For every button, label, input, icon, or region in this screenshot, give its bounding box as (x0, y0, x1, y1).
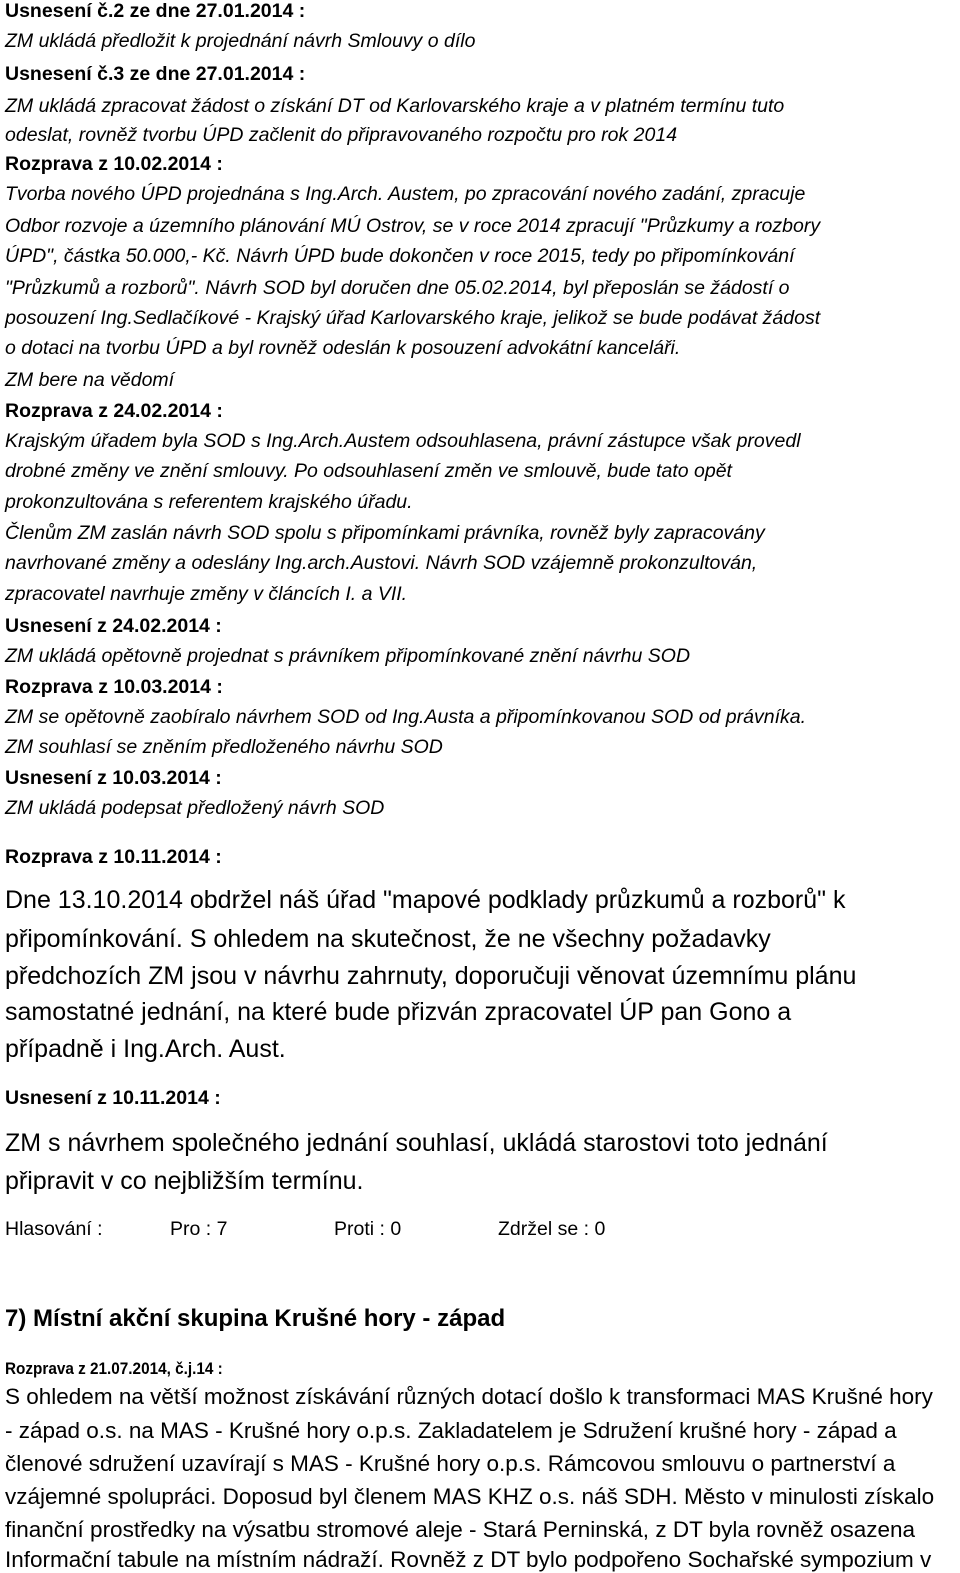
resolution-text: odeslat, rovněž tvorbu ÚPD začlenit do připravovaného rozpočtu pro rok 2014 (5, 124, 678, 146)
resolution-text-large: ZM s návrhem společného jednání souhlasí, ukládá starostovi toto jednání (5, 1129, 828, 1157)
resolution-text: ZM ukládá zpracovat žádost o získání DT od Karlovarského kraje a v platném termínu tuto (5, 95, 785, 117)
section-paragraph-line: - západ o.s. na MAS - Krušné hory o.p.s. Zakladatelem je Sdružení krušné hory - západ a (5, 1418, 897, 1443)
resolution-text: ZM ukládá podepsat předložený návrh SOD (5, 797, 385, 819)
discussion-text-large: samostatné jednání, na které bude přizván zpracovatel ÚP pan Gono a (5, 998, 792, 1026)
discussion-heading: Rozprava z 10.03.2014 : (5, 676, 223, 698)
discussion-text: navrhované změny a odeslány Ing.arch.Austovi. Návrh SOD vzájemně prokonzultován, (5, 552, 758, 574)
section-paragraph-line: vzájemné spolupráci. Doposud byl členem MAS KHZ o.s. náš SDH. Město v minulosti získalo (5, 1484, 935, 1509)
discussion-text-large: případně i Ing.Arch. Aust. (5, 1035, 286, 1063)
vote-for: Pro : 7 (170, 1218, 228, 1240)
discussion-heading: Rozprava z 24.02.2014 : (5, 400, 223, 422)
resolution-heading: Usnesení č.3 ze dne 27.01.2014 : (5, 63, 306, 85)
discussion-text: ZM se opětovně zaobíralo návrhem SOD od Ing.Austa a připomínkovanou SOD od právníka. (5, 706, 807, 728)
discussion-text: ZM souhlasí se zněním předloženého návrhu SOD (5, 736, 443, 758)
resolution-heading: Usnesení č.2 ze dne 27.01.2014 : (5, 0, 306, 22)
resolution-text-large: připravit v co nejbližším termínu. (5, 1167, 364, 1195)
discussion-text-large: připomínkování. S ohledem na skutečnost, že ne všechny požadavky (5, 925, 771, 953)
resolution-heading: Usnesení z 10.11.2014 : (5, 1087, 221, 1109)
discussion-text: Krajským úřadem byla SOD s Ing.Arch.Austem odsouhlasena, právní zástupce však provedl (5, 430, 801, 452)
vote-label: Hlasování : (5, 1218, 103, 1240)
discussion-text: prokonzultována s referentem krajského úřadu. (5, 491, 413, 513)
discussion-text-large: předchozích ZM jsou v návrhu zahrnuty, doporučuji věnovat územnímu plánu (5, 962, 857, 990)
section-paragraph-line: Informační tabule na místním nádraží. Rovněž z DT bylo podpořeno Sochařské sympozium v (5, 1547, 932, 1572)
discussion-text: Odbor rozvoje a územního plánování MÚ Ostrov, se v roce 2014 zpracují "Průzkumy a rozbory (5, 215, 821, 237)
discussion-heading: Rozprava z 10.11.2014 : (5, 846, 222, 868)
discussion-text: posouzení Ing.Sedlačíkové - Krajský úřad Karlovarského kraje, jelikož se bude podávat žádost (5, 307, 821, 329)
discussion-heading: Rozprava z 21.07.2014, č.j.14 : (5, 1359, 223, 1378)
discussion-text: ÚPD", částka 50.000,- Kč. Návrh ÚPD bude dokončen v roce 2015, tedy po připomínkování (5, 245, 795, 267)
discussion-text: Tvorba nového ÚPD projednána s Ing.Arch. Austem, po zpracování nového zadání, zpracuje (5, 183, 806, 205)
discussion-text: ZM bere na vědomí (5, 369, 175, 391)
discussion-text-large: Dne 13.10.2014 obdržel náš úřad "mapové podklady průzkumů a rozborů" k (5, 886, 846, 914)
section-heading: 7) Místní akční skupina Krušné hory - západ (5, 1305, 506, 1332)
section-paragraph-line: členové sdružení uzavírají s MAS - Krušné hory o.p.s. Rámcovou smlouvu o partnerství a (5, 1451, 896, 1476)
resolution-heading: Usnesení z 10.03.2014 : (5, 767, 222, 789)
section-paragraph-line: S ohledem na větší možnost získávání různých dotací došlo k transformaci MAS Krušné hory (5, 1384, 933, 1409)
discussion-heading: Rozprava z 10.02.2014 : (5, 153, 223, 175)
resolution-text: ZM ukládá předložit k projednání návrh Smlouvy o dílo (5, 30, 476, 52)
discussion-text: o dotaci na tvorbu ÚPD a byl rovněž odeslán k posouzení advokátní kanceláři. (5, 337, 681, 359)
resolution-heading: Usnesení z 24.02.2014 : (5, 615, 222, 637)
resolution-text: ZM ukládá opětovně projednat s právníkem připomínkované znění návrhu SOD (5, 645, 691, 667)
section-paragraph-line: finanční prostředky na výsatbu stromové aleje - Stará Perninská, z DT byla rovněž osazena (5, 1517, 916, 1542)
discussion-text: drobné změny ve znění smlouvy. Po odsouhlasení změn ve smlouvě, bude tato opět (5, 460, 732, 482)
vote-abstain: Zdržel se : 0 (498, 1218, 606, 1240)
discussion-text: zpracovatel navrhuje změny v článcích I. a VII. (5, 583, 408, 605)
discussion-text: Členům ZM zaslán návrh SOD spolu s připomínkami právníka, rovněž byly zapracovány (5, 522, 765, 544)
discussion-text: "Průzkumů a rozborů". Návrh SOD byl doručen dne 05.02.2014, byl přeposlán se žádostí o (5, 277, 790, 299)
vote-against: Proti : 0 (334, 1218, 402, 1240)
